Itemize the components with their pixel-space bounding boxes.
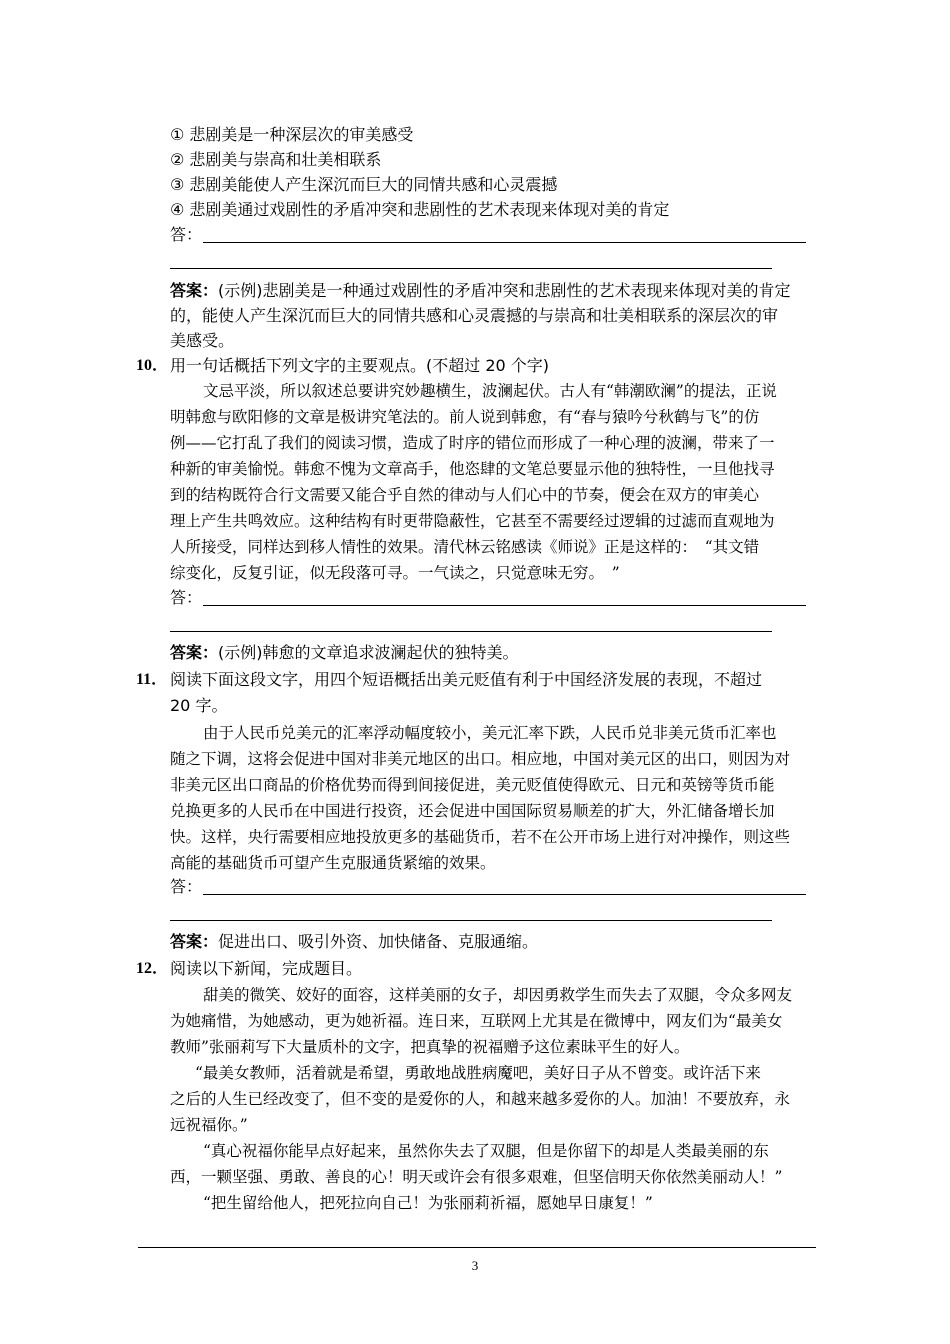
q9-answer-line-1[interactable] — [203, 242, 806, 243]
q10-passage-line: 种新的审美愉悦。韩愈不愧为文章高手，他恣肆的文笔总要显示他的独特性，一旦他找寻 — [170, 460, 775, 478]
q9-key-label: 答案： — [170, 281, 219, 300]
q10-passage-line: 人所接受，同样达到移人情性的效果。清代林云铭感读《师说》正是这样的： “其文错 — [170, 538, 760, 556]
q12-passage-line: 教师”张丽莉写下大量质朴的文字，把真挚的祝福赠予这位素昧平生的好人。 — [170, 1038, 690, 1056]
q12-prompt: 阅读以下新闻，完成题目。 — [170, 959, 363, 978]
q10-answer-prompt: 答： — [170, 588, 203, 607]
q12-passage-line: 甜美的微笑、姣好的面容，这样美丽的女子，却因勇救学生而失去了双腿，令众多网友 — [203, 986, 793, 1004]
q12-passage-line: “把生留给他人，把死拉向自己！为张丽莉祈福，愿她早日康复！” — [203, 1194, 653, 1212]
q12-passage-line: 为她痛惜，为她感动，更为她祈福。连日来，互联网上尤其是在微博中，网友们为“最美女 — [170, 1012, 783, 1030]
q9-key-text-1: (示例)悲剧美是一种通过戏剧性的矛盾冲突和悲剧性的艺术表现来体现对美的肯定 — [218, 281, 791, 300]
page-number: 3 — [471, 1258, 479, 1273]
q11-passage-line: 高能的基础货币可望产生克服通货紧缩的效果。 — [170, 854, 496, 872]
q12-passage-line: “最美女教师，活着就是希望，勇敢地战胜病魔吧，美好日子从不曾变。或许活下来 — [195, 1064, 761, 1082]
q10-number: 10． — [136, 357, 169, 374]
q10-passage-line: 理上产生共鸣效应。这种结构有时更带隐蔽性，它甚至不需要经过逻辑的过滤而直观地为 — [170, 512, 775, 530]
q9-option-2: ② 悲剧美与崇高和壮美相联系 — [170, 150, 382, 169]
q10-passage-line: 明韩愈与欧阳修的文章是极讲究笔法的。前人说到韩愈，有“春与猿吟兮秋鹤与飞”的仿 — [170, 408, 760, 426]
q11-passage-line: 快。这样，央行需要相应地投放更多的基础货币，若不在公开市场上进行对冲操作，则这些 — [170, 828, 791, 846]
q10-key — [170, 640, 519, 666]
q9-answer-prompt: 答： — [170, 225, 203, 244]
q11-passage-line: 由于人民币兑美元的汇率浮动幅度较小，美元汇率下跌，人民币兑非美元货币汇率也 — [203, 724, 777, 742]
q10-passage-line: 例——它打乱了我们的阅读习惯，造成了时序的错位而形成了一种心理的波澜，带来了一 — [170, 434, 775, 452]
q11-answer-line-2[interactable] — [170, 920, 772, 921]
q11-key-text: 促进出口、吸引外资、加快储备、克服通缩。 — [218, 932, 539, 951]
q11-prompt-2: 20 字。 — [170, 696, 228, 715]
q9-key-line-3: 美感受。 — [170, 331, 235, 350]
q10-answer-line-1[interactable] — [203, 605, 806, 606]
q11-passage-line: 兑换更多的人民币在中国进行投资，还会促进中国国际贸易顺差的扩大，外汇储备增长加 — [170, 802, 775, 820]
q11-answer-line-1[interactable] — [203, 894, 806, 895]
q10-prompt: 用一句话概括下列文字的主要观点。(不超过 20 个字) — [170, 356, 550, 375]
q12-passage-line: 远祝福你。” — [170, 1116, 248, 1134]
q12-passage-line: “真心祝福你能早点好起来，虽然你失去了双腿，但是你留下的却是人类最美丽的东 — [203, 1142, 769, 1160]
q9-option-1: ① 悲剧美是一种深层次的审美感受 — [170, 125, 414, 144]
q10-key-label: 答案： — [170, 643, 219, 662]
q11-prompt-1: 阅读下面这段文字，用四个短语概括出美元贬值有利于中国经济发展的表现，不超过 — [170, 670, 763, 689]
q11-number: 11． — [136, 671, 168, 688]
q11-answer-prompt: 答： — [170, 877, 203, 896]
q9-option-3: ③ 悲剧美能使人产生深沉而巨大的同情共感和心灵震撼 — [170, 175, 558, 194]
q12-number: 12． — [136, 960, 169, 977]
q11-passage-line: 非美元区出口商品的价格优势而得到间接促进，美元贬值使得欧元、日元和英镑等货币能 — [170, 776, 775, 794]
q9-key-line-2: 的，能使人产生深沉而巨大的同情共感和心灵震撼的与崇高和壮美相联系的深层次的审 — [170, 306, 779, 325]
q9-option-4: ④ 悲剧美通过戏剧性的矛盾冲突和悲剧性的艺术表现来体现对美的肯定 — [170, 200, 670, 219]
q11-passage-line: 随之下调，这将会促进中国对非美元地区的出口。相应地，中国对美元区的出口，则因为对 — [170, 750, 791, 768]
q9-key-line-1 — [170, 278, 791, 304]
q9-answer-line-2[interactable] — [170, 268, 772, 269]
q10-passage-line: 文忌平淡，所以叙述总要讲究妙趣横生，波澜起伏。古人有“韩潮欧澜”的提法，正说 — [203, 382, 777, 400]
q11-key-label: 答案： — [170, 932, 219, 951]
q11-key — [170, 929, 538, 955]
footer-divider — [138, 1247, 816, 1248]
q12-passage-line: 之后的人生已经改变了，但不变的是爱你的人，和越来越多爱你的人。加油！不要放弃，永 — [170, 1090, 791, 1108]
q12-passage-line: 西，一颗坚强、勇敢、善良的心！明天或许会有很多艰难，但坚信明天你依然美丽动人！” — [170, 1168, 783, 1186]
q10-passage-line: 到的结构既符合行文需要又能合乎自然的律动与人们心中的节奏，便会在双方的审美心 — [170, 486, 760, 504]
q10-answer-line-2[interactable] — [170, 631, 772, 632]
q10-key-text: (示例)韩愈的文章追求波澜起伏的独特美。 — [218, 643, 519, 662]
q10-passage-line: 综变化，反复引证，似无段落可寻。一气读之，只觉意味无穷。 ” — [170, 564, 620, 582]
